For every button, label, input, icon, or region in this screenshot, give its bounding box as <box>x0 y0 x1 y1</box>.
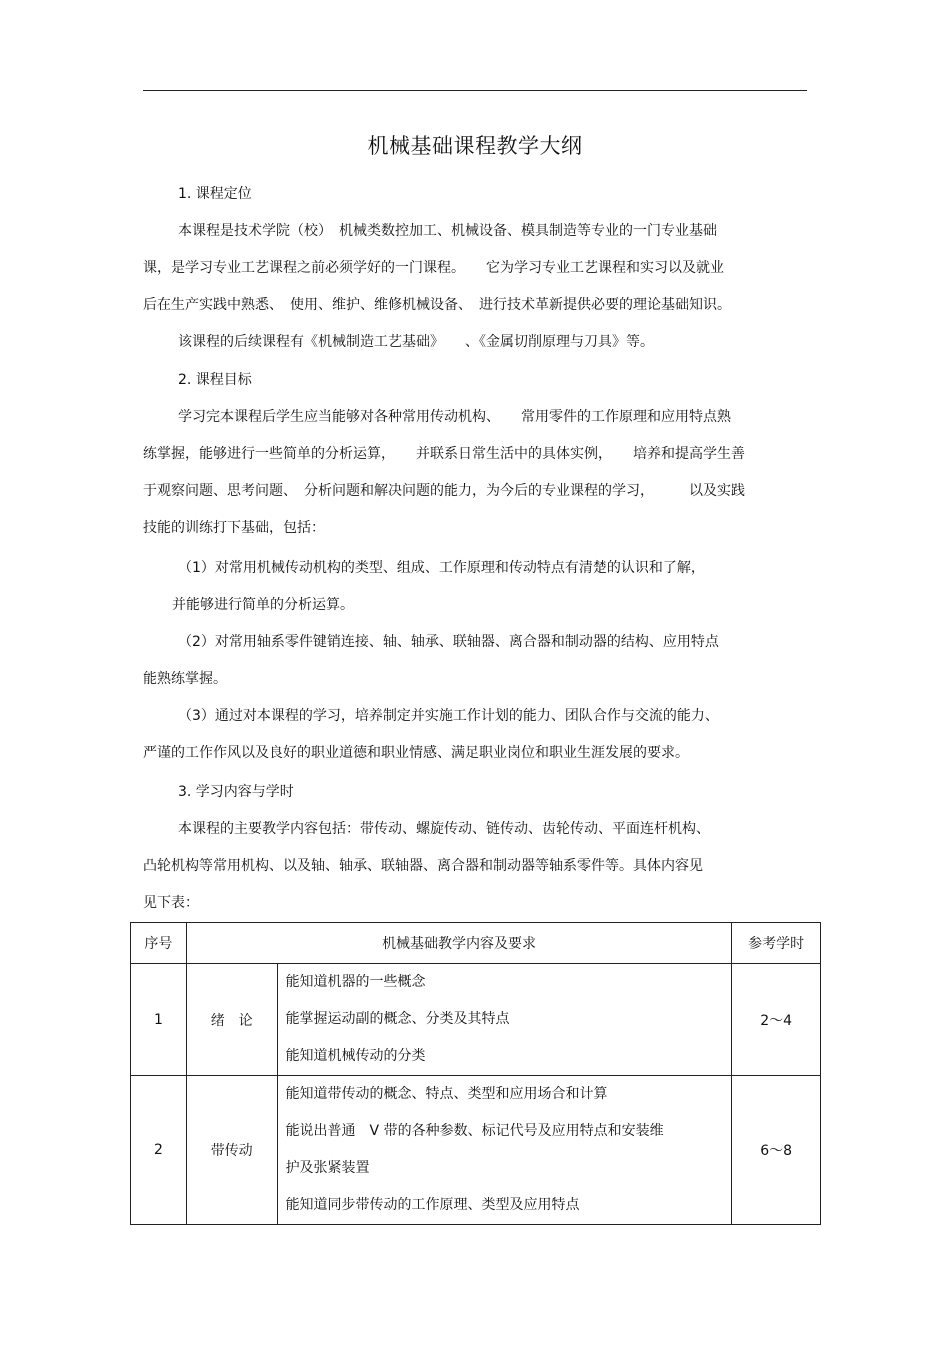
paragraph-line: 技能的训练打下基础，包括： <box>143 520 325 536</box>
paragraph-line: 后在生产实践中熟悉、 使用、维护、维修机械设备、 进行技术革新提供必要的理论基础知识。 <box>143 297 731 313</box>
requirement-item: 护及张紧装置 <box>285 1160 370 1176</box>
section-heading-2: 2. 课程目标 <box>178 372 252 388</box>
row-number: 1 <box>131 964 187 1076</box>
header-content: 机械基础教学内容及要求 <box>186 923 731 964</box>
row-hours: 6～8 <box>732 1076 821 1225</box>
header-hours: 参考学时 <box>732 923 821 964</box>
table-header-row <box>131 923 821 964</box>
paragraph-line: 学习完本课程后学生应当能够对各种常用传动机构、 常用零件的工作原理和应用特点熟 <box>178 409 731 425</box>
requirement-item: 能知道带传动的概念、特点、类型和应用场合和计算 <box>285 1086 608 1102</box>
header-number: 序号 <box>131 923 187 964</box>
table-row <box>131 1076 821 1225</box>
paragraph-line: 见下表： <box>143 895 199 911</box>
paragraph-line: 该课程的后续课程有《机械制造工艺基础》 、《金属切削原理与刀具》等。 <box>178 334 654 350</box>
requirement-item: 能知道机械传动的分类 <box>285 1048 426 1064</box>
list-item: 能熟练掌握。 <box>143 671 227 687</box>
list-item: 严谨的工作作风以及良好的职业道德和职业情感、满足职业岗位和职业生涯发展的要求。 <box>143 745 689 761</box>
row-requirements <box>277 1076 732 1225</box>
requirement-item: 能掌握运动副的概念、分类及其特点 <box>285 1011 510 1027</box>
requirement-item: 能知道同步带传动的工作原理、类型及应用特点 <box>285 1197 580 1213</box>
page-title: 机械基础课程教学大纲 <box>367 134 583 158</box>
section-heading-3: 3. 学习内容与学时 <box>178 784 294 800</box>
row-topic: 绪 论 <box>186 964 277 1076</box>
requirement-item: 能说出普通 V 带的各种参数、标记代号及应用特点和安装维 <box>285 1123 664 1139</box>
paragraph-line: 课，是学习专业工艺课程之前必须学好的一门课程。 它为学习专业工艺课程和实习以及就业 <box>143 260 724 276</box>
list-item: （1）对常用机械传动机构的类型、组成、工作原理和传动特点有清楚的认识和了解， <box>178 560 705 576</box>
paragraph-line: 于观察问题、思考问题、 分析问题和解决问题的能力，为今后的专业课程的学习， 以及实践 <box>143 483 745 499</box>
paragraph-line: 本课程的主要教学内容包括：带传动、螺旋传动、链传动、齿轮传动、平面连杆机构、 <box>178 821 710 837</box>
paragraph-line: 本课程是技术学院（校） 机械类数控加工、机械设备、模具制造等专业的一门专业基础 <box>178 223 717 239</box>
list-item: （3）通过对本课程的学习，培养制定并实施工作计划的能力、团队合作与交流的能力、 <box>178 708 719 724</box>
row-requirements <box>277 964 732 1076</box>
row-hours: 2～4 <box>732 964 821 1076</box>
paragraph-line: 练掌握，能够进行一些简单的分析运算， 并联系日常生活中的具体实例， 培养和提高学生善 <box>143 446 745 462</box>
row-number: 2 <box>131 1076 187 1225</box>
row-topic: 带传动 <box>186 1076 277 1225</box>
list-item: 并能够进行简单的分析运算。 <box>172 597 354 613</box>
requirement-item: 能知道机器的一些概念 <box>285 974 426 990</box>
list-item: （2）对常用轴系零件键销连接、轴、轴承、联轴器、离合器和制动器的结构、应用特点 <box>178 634 719 650</box>
paragraph-line: 凸轮机构等常用机构、以及轴、轴承、联轴器、离合器和制动器等轴系零件等。具体内容见 <box>143 858 703 874</box>
section-heading-1: 1. 课程定位 <box>178 186 252 202</box>
table-row <box>131 964 821 1076</box>
top-rule <box>143 90 807 91</box>
content-table <box>130 922 821 1225</box>
